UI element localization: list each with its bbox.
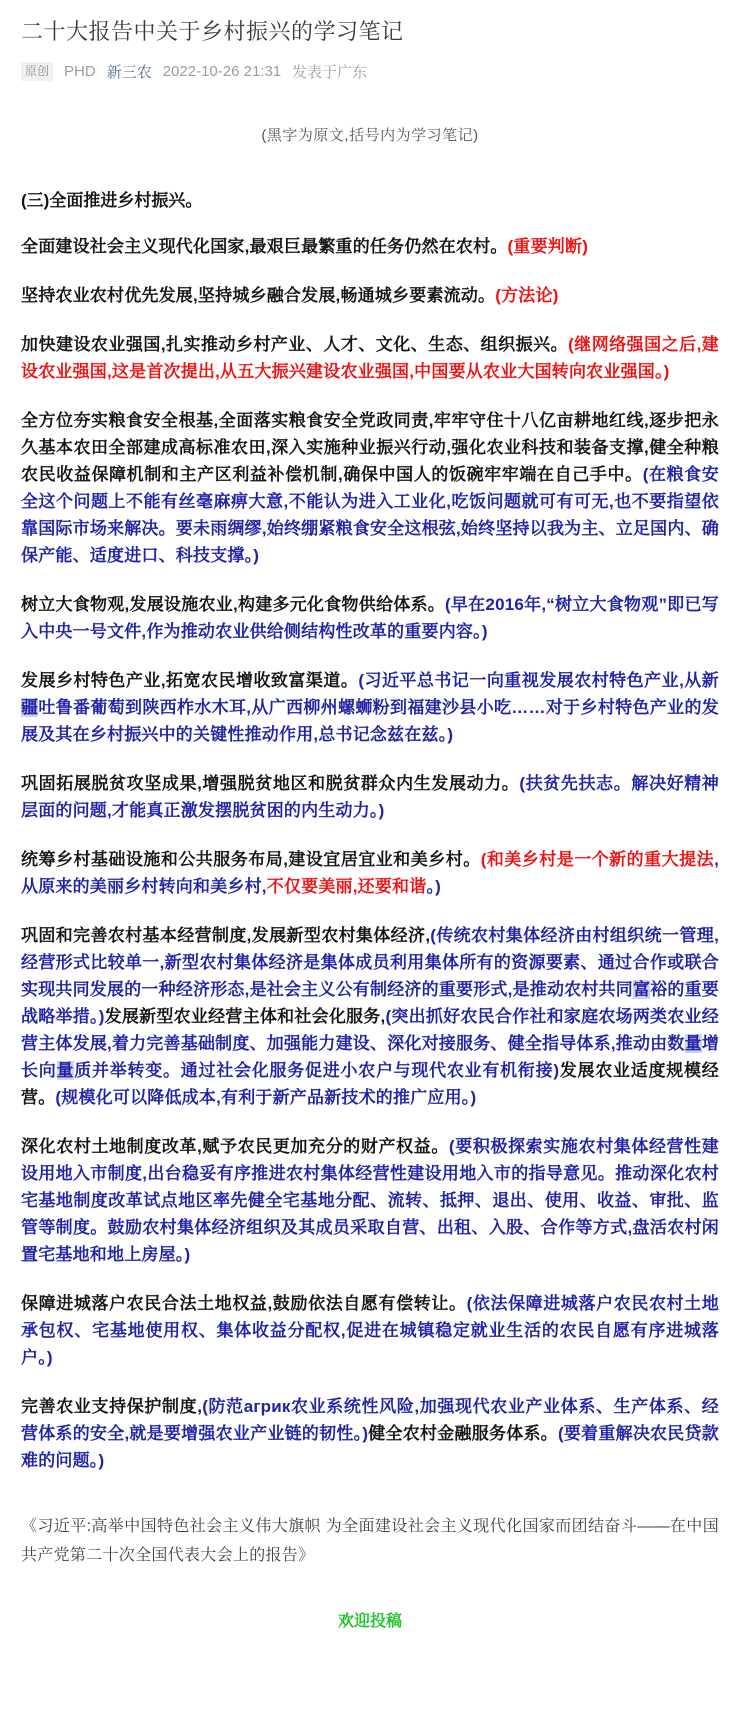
annotation-text-blue: (在粮食安全这个问题上不能有丝毫麻痹大意,不能认为进入工业化,吃饭问题就可有可无,也不要指望依靠国际市场来解决。要未雨绸缪,始终绷紧粮食安全这根弦,始终坚持以我为主、立足国内、确保产能、适度进口、科技支撑。): [21, 464, 719, 565]
annotation-text-blue: ,从原来的美丽乡村转向和美乡村,: [21, 849, 720, 896]
annotation-text-blue: (规模化可以降低成本,有利于新产品新技术的推广应用。): [55, 1087, 477, 1107]
annotation-text-blue: (要着重解决农民贷款难的问题。): [21, 1423, 719, 1470]
article-title: 二十大报告中关于乡村振兴的学习笔记: [21, 19, 404, 44]
annotation-text-blue: (传统农村集体经济由村组织统一管理,经营形式比较单一,新型农村集体经济是集体成员利用集体所有的资源要素、通过合作或联合实现共同发展的一种经济形态,是社会主义公有制经济的重要形式,是推动农村共同: [21, 925, 720, 999]
original-text: 深化农村土地制度改革,赋予农民更加充分的财产权益。: [21, 1136, 449, 1156]
annotation-text-blue: (习近平总书记一向重视发展农村特色产业,从新: [358, 670, 719, 690]
annotation-text-blue: (要积极探索实施农村集体经营性建设用地入市制度,出台稳妥有序推进农村集体经营性建设用地入市的指导意见。推动深化农村宅基地制度改革试点地区率先健全宅基地分配、流转、抵押、退出、使用、收益、审批、监管等制度。鼓励农村集体经济组织及其成员采取自营、出租、入股、合作等方式,盘活农村闲置宅基地和地上房屋。): [21, 1136, 719, 1264]
annotation-text-blue: 疆: [21, 697, 39, 717]
original-text: 全面建设社会主义现代化国家,最艰巨最繁重的任务仍然在农村。: [21, 236, 508, 256]
body-paragraph: [21, 667, 719, 748]
body-paragraph: [21, 331, 719, 385]
body-paragraph: [21, 233, 719, 260]
publish-location: 发表于广东: [292, 63, 368, 81]
original-text: 巩固和完善农村基本经营制度,发展新型农村集体经济,: [21, 925, 431, 945]
publish-datetime: 2022-10-26 21:31: [162, 62, 282, 80]
annotation-text-red: 不仅要美丽,还要和谐: [266, 876, 427, 896]
original-text: 坚持农业农村优先发展,坚持城乡融合发展,畅通城乡要素流动。: [21, 285, 496, 305]
body-paragraph: [21, 282, 719, 309]
section-heading: (三)全面推进乡村振兴。: [21, 190, 203, 210]
submission-link[interactable]: 欢迎投稿: [337, 1612, 402, 1630]
body-paragraph: [21, 1133, 719, 1268]
annotation-text-blue: 。): [426, 876, 442, 896]
annotation-text-blue: 裕的重要战略举措。): [21, 979, 719, 1026]
body-paragraph: [21, 1290, 719, 1371]
source-citation: 《习近平:高举中国特色社会主义伟大旗帜 为全面建设社会主义现代化国家而团结奋斗——在中国共产党第二十次全国代表大会上的报告》: [21, 1517, 719, 1564]
annotation-text-red: (重要判断): [507, 236, 589, 256]
annotation-text-blue: (防范агрик农业系统性风险,加强现代农业产业体系、生产体系、经营体系的安全,就是要增强农业产业链的韧性。): [21, 1396, 719, 1443]
annotation-text-blue: 量: [56, 1060, 75, 1080]
original-text: 发展农业适度规模经营。: [21, 1060, 719, 1107]
original-badge: 原创: [21, 62, 53, 81]
original-text: 全方位夯实粮食安全根基,全面落实粮食安全党政同责,牢牢守住十八亿亩耕地红线,逐步把永久基本农田全部建成高标准农田,深入实施种业振兴行动,强化农业科技和装备支撑,健全种粮农民收益保障机制和主产区利益补偿机制,确保中国人的饭碗牢牢端在自己手中。: [21, 410, 719, 484]
article-body: [21, 233, 719, 1474]
annotation-text-red: (继网络强国之后,建设农业强国,这是首次提出,从五大振兴建设农业强国,中国要从农业大国转向农业强国。): [21, 334, 719, 381]
original-text: 巩固拓展脱贫攻坚成果,增强脱贫地区和脱贫群众内生发展动力。: [21, 773, 520, 793]
annotation-text-blue: (扶贫先扶志。解决好精神层面的问题,才能真正激发摆脱贫困的内生动力。): [21, 773, 719, 820]
original-text: 健全农村金融服务体系。: [368, 1423, 558, 1443]
body-paragraph: [21, 846, 719, 900]
original-text: 保障进城落户农民合法土地权益,鼓励依法自愿有偿转让。: [21, 1293, 467, 1313]
original-text: 树立大食物观,发展设施农业,构建多元化食物供给体系。: [21, 594, 446, 614]
annotation-text-blue: 吐鲁番葡萄到陕西柞水木耳,从广西柳州螺蛳粉到福建沙县小吃……对于乡村特色产业的发展及其在乡村振兴中的关键性推动作用,总书记念兹在兹。): [21, 697, 719, 744]
original-text: 发展乡村特色产业,拓宽农民增收致富渠道。: [21, 670, 359, 690]
author-name: PHD: [64, 62, 96, 80]
annotation-text-red: (方法论): [495, 285, 559, 305]
original-text: 统筹乡村基础设施和公共服务布局,建设宜居宜业和美乡村。: [21, 849, 481, 869]
annotation-text-blue: (依法保障进城落户农民农村土地承包权、宅基地使用权、集体收益分配权,促进在城镇稳定就业生活的农民自愿有序进城落户。): [21, 1293, 719, 1367]
body-paragraph: [21, 922, 719, 1111]
annotation-text-red: (和美乡村是一个新的重大提法: [480, 849, 715, 869]
body-paragraph: [21, 591, 719, 645]
annotation-text-blue: (突出抓好农民合作社和家庭农场两类农业经营主体发展,着力完善基础制度、加强能力建设、深化对接服务、健全指导体系,推动由数: [21, 1006, 719, 1053]
account-link[interactable]: 新三农: [106, 63, 152, 81]
body-paragraph: [21, 407, 719, 569]
original-text: 发展新型农业经营主体和社会化服务,: [104, 1006, 386, 1026]
annotation-text-blue: (早在2016年,“树立大食物观”即已写入中央一号文件,作为推动农业供给侧结构性改革的重要内容。): [21, 594, 720, 641]
annotation-text-blue: 增长向: [21, 1033, 720, 1080]
annotation-text-blue: 富: [632, 979, 651, 999]
annotation-text-blue: 量: [684, 1033, 702, 1053]
original-text: 加快建设农业强国,扎实推动乡村产业、人才、文化、生态、组织振兴。: [21, 334, 569, 354]
article-meta: [21, 61, 719, 82]
annotation-text-blue: 质并举转变。通过社会化服务促进小农户与现代农业有机衔接): [74, 1060, 560, 1080]
legend-note: (黑字为原文,括号内为学习笔记): [261, 126, 479, 144]
original-text: 完善农业支持保护制度,: [21, 1396, 203, 1416]
body-paragraph: [21, 1393, 719, 1474]
body-paragraph: [21, 770, 719, 824]
